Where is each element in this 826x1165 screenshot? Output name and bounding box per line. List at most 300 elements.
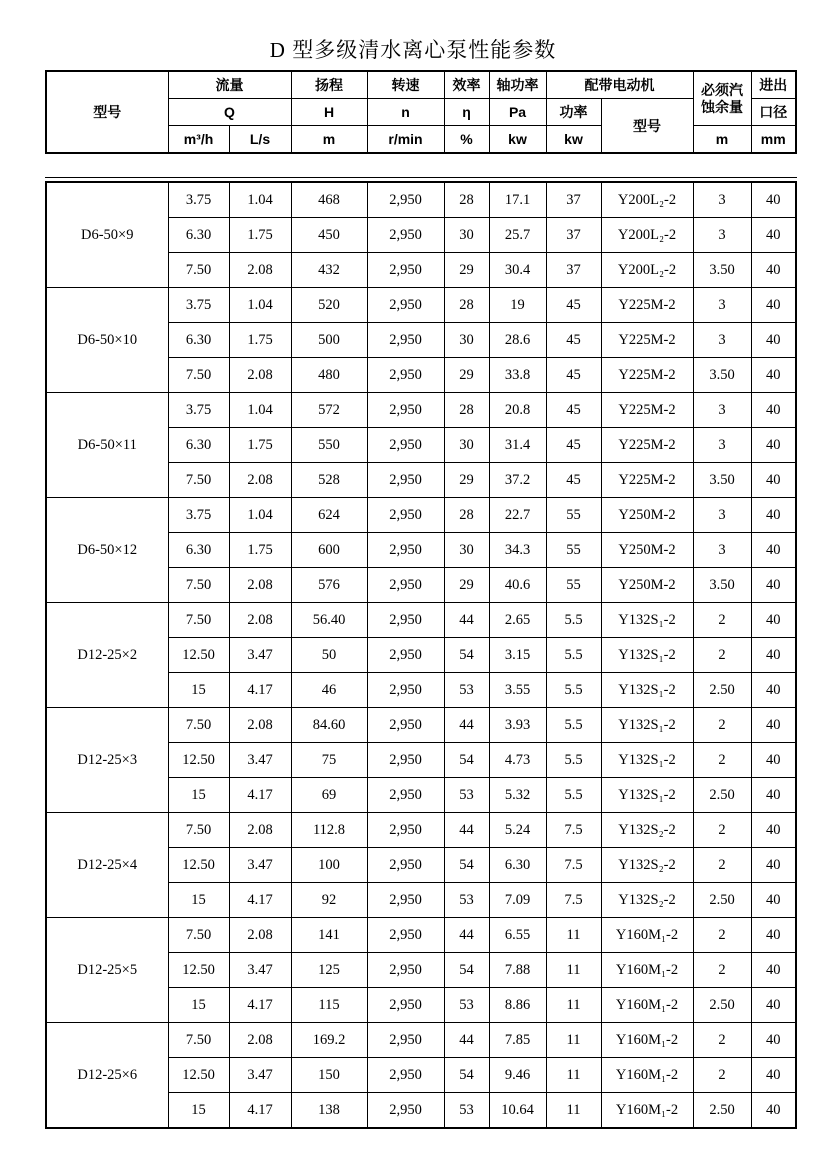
cell-flow-ls: 3.47	[229, 743, 291, 778]
header-npsh-label: 必须汽蚀余量	[701, 81, 743, 115]
table-row	[46, 813, 796, 848]
cell-flow-m3h: 7.50	[168, 708, 229, 743]
cell-motor-model: Y225M-2	[601, 428, 693, 463]
cell-npsh-m: 3	[693, 428, 751, 463]
cell-motor-power-kw: 55	[546, 568, 601, 603]
cell-npsh-m: 2.50	[693, 1093, 751, 1129]
header-head: 扬程	[291, 71, 367, 99]
cell-efficiency-pct: 53	[444, 988, 489, 1023]
cell-speed-rmin: 2,950	[367, 393, 444, 428]
cell-flow-ls: 3.47	[229, 953, 291, 988]
spec-header	[45, 70, 797, 154]
cell-speed-rmin: 2,950	[367, 463, 444, 498]
header-head-unit: m	[291, 126, 367, 154]
cell-npsh-m: 2	[693, 813, 751, 848]
cell-speed-rmin: 2,950	[367, 603, 444, 638]
cell-port-mm: 40	[751, 953, 796, 988]
cell-flow-m3h: 6.30	[168, 323, 229, 358]
cell-speed-rmin: 2,950	[367, 358, 444, 393]
cell-motor-power-kw: 11	[546, 1058, 601, 1093]
cell-motor-power-kw: 5.5	[546, 743, 601, 778]
cell-speed-rmin: 2,950	[367, 218, 444, 253]
cell-npsh-m: 3	[693, 393, 751, 428]
cell-head-m: 624	[291, 498, 367, 533]
pump-model-cell: D12-25×3	[46, 708, 168, 813]
cell-efficiency-pct: 44	[444, 708, 489, 743]
cell-flow-ls: 1.04	[229, 393, 291, 428]
cell-motor-power-kw: 45	[546, 463, 601, 498]
table-row	[46, 498, 796, 533]
cell-port-mm: 40	[751, 848, 796, 883]
cell-motor-model: Y160M₁-2	[601, 1093, 693, 1129]
cell-flow-m3h: 6.30	[168, 533, 229, 568]
header-motor-model: 型号	[601, 99, 693, 154]
cell-flow-m3h: 12.50	[168, 638, 229, 673]
cell-flow-m3h: 12.50	[168, 953, 229, 988]
cell-flow-ls: 1.04	[229, 498, 291, 533]
cell-head-m: 500	[291, 323, 367, 358]
cell-speed-rmin: 2,950	[367, 182, 444, 218]
cell-flow-ls: 4.17	[229, 1093, 291, 1129]
cell-shaft-power-kw: 6.55	[489, 918, 546, 953]
cell-speed-rmin: 2,950	[367, 428, 444, 463]
header-port-line1: 进出	[751, 71, 796, 99]
cell-shaft-power-kw: 9.46	[489, 1058, 546, 1093]
cell-flow-ls: 2.08	[229, 813, 291, 848]
cell-npsh-m: 3.50	[693, 568, 751, 603]
cell-head-m: 115	[291, 988, 367, 1023]
cell-flow-ls: 2.08	[229, 463, 291, 498]
cell-flow-ls: 4.17	[229, 673, 291, 708]
cell-shaft-power-kw: 31.4	[489, 428, 546, 463]
cell-efficiency-pct: 29	[444, 253, 489, 288]
cell-head-m: 138	[291, 1093, 367, 1129]
cell-efficiency-pct: 30	[444, 533, 489, 568]
cell-flow-ls: 2.08	[229, 568, 291, 603]
cell-head-m: 100	[291, 848, 367, 883]
cell-port-mm: 40	[751, 288, 796, 323]
cell-npsh-m: 3	[693, 218, 751, 253]
cell-shaft-power-kw: 7.88	[489, 953, 546, 988]
pump-model-cell: D12-25×4	[46, 813, 168, 918]
cell-flow-m3h: 7.50	[168, 358, 229, 393]
cell-shaft-power-kw: 10.64	[489, 1093, 546, 1129]
cell-motor-power-kw: 5.5	[546, 708, 601, 743]
cell-efficiency-pct: 53	[444, 673, 489, 708]
cell-flow-ls: 2.08	[229, 253, 291, 288]
cell-head-m: 450	[291, 218, 367, 253]
cell-motor-power-kw: 5.5	[546, 673, 601, 708]
header-npsh-unit: m	[693, 126, 751, 154]
cell-flow-m3h: 15	[168, 673, 229, 708]
cell-motor-model: Y250M-2	[601, 533, 693, 568]
header-shaft-power-unit: kw	[489, 126, 546, 154]
cell-motor-power-kw: 45	[546, 358, 601, 393]
cell-npsh-m: 2.50	[693, 988, 751, 1023]
cell-port-mm: 40	[751, 533, 796, 568]
cell-motor-power-kw: 55	[546, 533, 601, 568]
cell-head-m: 92	[291, 883, 367, 918]
cell-motor-model: Y200L₂-2	[601, 218, 693, 253]
cell-motor-power-kw: 11	[546, 953, 601, 988]
cell-flow-ls: 1.75	[229, 533, 291, 568]
cell-flow-ls: 4.17	[229, 883, 291, 918]
cell-speed-rmin: 2,950	[367, 1058, 444, 1093]
cell-port-mm: 40	[751, 708, 796, 743]
cell-efficiency-pct: 54	[444, 1058, 489, 1093]
cell-shaft-power-kw: 3.55	[489, 673, 546, 708]
cell-port-mm: 40	[751, 603, 796, 638]
cell-speed-rmin: 2,950	[367, 708, 444, 743]
cell-speed-rmin: 2,950	[367, 918, 444, 953]
cell-flow-m3h: 15	[168, 988, 229, 1023]
header-flow: 流量	[168, 71, 291, 99]
cell-motor-model: Y132S₁-2	[601, 673, 693, 708]
header-speed-symbol: n	[367, 99, 444, 126]
cell-shaft-power-kw: 34.3	[489, 533, 546, 568]
cell-shaft-power-kw: 6.30	[489, 848, 546, 883]
cell-speed-rmin: 2,950	[367, 953, 444, 988]
cell-motor-power-kw: 37	[546, 182, 601, 218]
page-title: D 型多级清水离心泵性能参数	[269, 38, 557, 62]
cell-efficiency-pct: 29	[444, 463, 489, 498]
cell-flow-ls: 1.04	[229, 182, 291, 218]
cell-motor-model: Y132S₁-2	[601, 603, 693, 638]
cell-npsh-m: 2.50	[693, 673, 751, 708]
cell-motor-power-kw: 11	[546, 1023, 601, 1058]
cell-port-mm: 40	[751, 813, 796, 848]
cell-motor-power-kw: 7.5	[546, 813, 601, 848]
cell-shaft-power-kw: 2.65	[489, 603, 546, 638]
cell-efficiency-pct: 29	[444, 358, 489, 393]
cell-port-mm: 40	[751, 498, 796, 533]
cell-flow-m3h: 7.50	[168, 568, 229, 603]
header-speed-unit: r/min	[367, 126, 444, 154]
cell-shaft-power-kw: 7.85	[489, 1023, 546, 1058]
cell-head-m: 576	[291, 568, 367, 603]
header-row-1	[46, 71, 796, 99]
cell-flow-m3h: 7.50	[168, 603, 229, 638]
cell-speed-rmin: 2,950	[367, 288, 444, 323]
cell-shaft-power-kw: 5.32	[489, 778, 546, 813]
cell-head-m: 600	[291, 533, 367, 568]
cell-efficiency-pct: 44	[444, 813, 489, 848]
cell-npsh-m: 3.50	[693, 463, 751, 498]
table-row	[46, 603, 796, 638]
cell-motor-model: Y160M₁-2	[601, 1058, 693, 1093]
cell-npsh-m: 2	[693, 638, 751, 673]
cell-flow-m3h: 7.50	[168, 1023, 229, 1058]
cell-motor-model: Y132S₂-2	[601, 813, 693, 848]
cell-speed-rmin: 2,950	[367, 988, 444, 1023]
cell-speed-rmin: 2,950	[367, 743, 444, 778]
cell-flow-m3h: 15	[168, 1093, 229, 1129]
header-head-symbol: H	[291, 99, 367, 126]
cell-head-m: 528	[291, 463, 367, 498]
cell-motor-power-kw: 37	[546, 218, 601, 253]
cell-shaft-power-kw: 28.6	[489, 323, 546, 358]
cell-head-m: 572	[291, 393, 367, 428]
cell-motor-model: Y200L₂-2	[601, 182, 693, 218]
cell-motor-power-kw: 7.5	[546, 848, 601, 883]
cell-efficiency-pct: 54	[444, 848, 489, 883]
cell-motor-power-kw: 7.5	[546, 883, 601, 918]
cell-flow-m3h: 3.75	[168, 498, 229, 533]
cell-flow-ls: 2.08	[229, 603, 291, 638]
cell-head-m: 432	[291, 253, 367, 288]
header-npsh	[693, 71, 751, 126]
cell-port-mm: 40	[751, 988, 796, 1023]
cell-port-mm: 40	[751, 393, 796, 428]
cell-motor-power-kw: 45	[546, 428, 601, 463]
cell-shaft-power-kw: 7.09	[489, 883, 546, 918]
cell-motor-power-kw: 5.5	[546, 603, 601, 638]
cell-motor-power-kw: 45	[546, 393, 601, 428]
cell-port-mm: 40	[751, 638, 796, 673]
cell-flow-ls: 2.08	[229, 1023, 291, 1058]
header-motor-power: 功率	[546, 99, 601, 126]
cell-flow-ls: 3.47	[229, 1058, 291, 1093]
cell-motor-model: Y250M-2	[601, 498, 693, 533]
cell-speed-rmin: 2,950	[367, 568, 444, 603]
cell-port-mm: 40	[751, 218, 796, 253]
table-row	[46, 182, 796, 218]
cell-speed-rmin: 2,950	[367, 1093, 444, 1129]
cell-npsh-m: 2	[693, 708, 751, 743]
cell-motor-model: Y132S₁-2	[601, 778, 693, 813]
cell-head-m: 50	[291, 638, 367, 673]
cell-flow-ls: 1.75	[229, 428, 291, 463]
cell-head-m: 84.60	[291, 708, 367, 743]
cell-speed-rmin: 2,950	[367, 533, 444, 568]
cell-npsh-m: 3	[693, 182, 751, 218]
cell-head-m: 125	[291, 953, 367, 988]
cell-flow-m3h: 6.30	[168, 218, 229, 253]
cell-flow-m3h: 7.50	[168, 463, 229, 498]
cell-port-mm: 40	[751, 323, 796, 358]
cell-head-m: 75	[291, 743, 367, 778]
cell-motor-power-kw: 55	[546, 498, 601, 533]
cell-efficiency-pct: 28	[444, 498, 489, 533]
cell-head-m: 520	[291, 288, 367, 323]
spec-data-table	[45, 181, 797, 1129]
cell-motor-power-kw: 45	[546, 323, 601, 358]
cell-flow-ls: 2.08	[229, 708, 291, 743]
cell-flow-ls: 1.75	[229, 218, 291, 253]
pump-model-cell: D6-50×9	[46, 182, 168, 288]
cell-port-mm: 40	[751, 463, 796, 498]
cell-flow-m3h: 15	[168, 778, 229, 813]
header-shaft-power: 轴功率	[489, 71, 546, 99]
cell-flow-m3h: 15	[168, 883, 229, 918]
table-row	[46, 918, 796, 953]
cell-npsh-m: 2.50	[693, 883, 751, 918]
header-motor: 配带电动机	[546, 71, 693, 99]
cell-efficiency-pct: 53	[444, 883, 489, 918]
cell-port-mm: 40	[751, 358, 796, 393]
cell-shaft-power-kw: 5.24	[489, 813, 546, 848]
cell-speed-rmin: 2,950	[367, 778, 444, 813]
cell-flow-ls: 4.17	[229, 778, 291, 813]
cell-shaft-power-kw: 17.1	[489, 182, 546, 218]
cell-motor-power-kw: 45	[546, 288, 601, 323]
cell-efficiency-pct: 28	[444, 288, 489, 323]
cell-flow-m3h: 12.50	[168, 1058, 229, 1093]
cell-efficiency-pct: 30	[444, 323, 489, 358]
cell-motor-model: Y225M-2	[601, 358, 693, 393]
cell-npsh-m: 3.50	[693, 253, 751, 288]
table-row	[46, 393, 796, 428]
data-table-body	[46, 182, 796, 1128]
cell-motor-model: Y132S₁-2	[601, 743, 693, 778]
cell-flow-ls: 2.08	[229, 358, 291, 393]
cell-flow-ls: 3.47	[229, 848, 291, 883]
pump-model-cell: D12-25×2	[46, 603, 168, 708]
cell-port-mm: 40	[751, 918, 796, 953]
cell-npsh-m: 3	[693, 498, 751, 533]
cell-motor-model: Y132S₂-2	[601, 848, 693, 883]
cell-head-m: 550	[291, 428, 367, 463]
cell-flow-m3h: 3.75	[168, 182, 229, 218]
cell-motor-power-kw: 11	[546, 1093, 601, 1129]
header-port-unit: mm	[751, 126, 796, 154]
cell-flow-m3h: 7.50	[168, 253, 229, 288]
cell-port-mm: 40	[751, 428, 796, 463]
cell-shaft-power-kw: 8.86	[489, 988, 546, 1023]
cell-port-mm: 40	[751, 182, 796, 218]
cell-speed-rmin: 2,950	[367, 673, 444, 708]
cell-speed-rmin: 2,950	[367, 638, 444, 673]
cell-speed-rmin: 2,950	[367, 323, 444, 358]
cell-motor-model: Y160M₁-2	[601, 988, 693, 1023]
cell-speed-rmin: 2,950	[367, 1023, 444, 1058]
pump-model-cell: D12-25×5	[46, 918, 168, 1023]
cell-flow-ls: 4.17	[229, 988, 291, 1023]
cell-motor-power-kw: 5.5	[546, 778, 601, 813]
cell-shaft-power-kw: 3.93	[489, 708, 546, 743]
header-pump-model: 型号	[46, 71, 168, 153]
cell-motor-model: Y132S₁-2	[601, 708, 693, 743]
cell-shaft-power-kw: 3.15	[489, 638, 546, 673]
header-efficiency-unit: %	[444, 126, 489, 154]
cell-npsh-m: 2	[693, 743, 751, 778]
cell-efficiency-pct: 44	[444, 603, 489, 638]
cell-speed-rmin: 2,950	[367, 253, 444, 288]
cell-motor-model: Y132S₂-2	[601, 883, 693, 918]
header-speed: 转速	[367, 71, 444, 99]
cell-motor-model: Y200L₂-2	[601, 253, 693, 288]
cell-port-mm: 40	[751, 1093, 796, 1129]
cell-flow-ls: 1.75	[229, 323, 291, 358]
cell-flow-m3h: 12.50	[168, 743, 229, 778]
cell-npsh-m: 2	[693, 848, 751, 883]
cell-flow-m3h: 7.50	[168, 813, 229, 848]
cell-shaft-power-kw: 4.73	[489, 743, 546, 778]
spec-data	[45, 177, 797, 1129]
cell-efficiency-pct: 54	[444, 953, 489, 988]
cell-shaft-power-kw: 22.7	[489, 498, 546, 533]
cell-motor-power-kw: 11	[546, 918, 601, 953]
cell-npsh-m: 2	[693, 603, 751, 638]
pump-model-cell: D6-50×10	[46, 288, 168, 393]
cell-port-mm: 40	[751, 883, 796, 918]
cell-head-m: 46	[291, 673, 367, 708]
cell-motor-model: Y225M-2	[601, 463, 693, 498]
header-efficiency: 效率	[444, 71, 489, 99]
cell-motor-model: Y225M-2	[601, 393, 693, 428]
cell-npsh-m: 2	[693, 918, 751, 953]
header-flow-symbol: Q	[168, 99, 291, 126]
cell-port-mm: 40	[751, 778, 796, 813]
cell-shaft-power-kw: 19	[489, 288, 546, 323]
cell-motor-model: Y160M₁-2	[601, 953, 693, 988]
cell-flow-ls: 3.47	[229, 638, 291, 673]
cell-efficiency-pct: 30	[444, 428, 489, 463]
cell-head-m: 141	[291, 918, 367, 953]
cell-speed-rmin: 2,950	[367, 883, 444, 918]
pump-model-cell: D12-25×6	[46, 1023, 168, 1129]
cell-flow-m3h: 12.50	[168, 848, 229, 883]
cell-npsh-m: 2	[693, 953, 751, 988]
cell-motor-model: Y160M₁-2	[601, 918, 693, 953]
cell-motor-model: Y132S₁-2	[601, 638, 693, 673]
cell-motor-model: Y160M₁-2	[601, 1023, 693, 1058]
cell-npsh-m: 2.50	[693, 778, 751, 813]
cell-head-m: 480	[291, 358, 367, 393]
cell-shaft-power-kw: 37.2	[489, 463, 546, 498]
cell-efficiency-pct: 29	[444, 568, 489, 603]
pump-model-cell: D6-50×12	[46, 498, 168, 603]
cell-speed-rmin: 2,950	[367, 848, 444, 883]
cell-shaft-power-kw: 30.4	[489, 253, 546, 288]
header-motor-power-unit: kw	[546, 126, 601, 154]
cell-head-m: 150	[291, 1058, 367, 1093]
cell-speed-rmin: 2,950	[367, 813, 444, 848]
cell-efficiency-pct: 30	[444, 218, 489, 253]
cell-port-mm: 40	[751, 1058, 796, 1093]
cell-npsh-m: 3	[693, 323, 751, 358]
header-shaft-power-symbol: Pa	[489, 99, 546, 126]
cell-port-mm: 40	[751, 253, 796, 288]
cell-flow-m3h: 7.50	[168, 918, 229, 953]
cell-shaft-power-kw: 25.7	[489, 218, 546, 253]
cell-shaft-power-kw: 20.8	[489, 393, 546, 428]
cell-port-mm: 40	[751, 568, 796, 603]
header-flow-unit-ls: L/s	[229, 126, 291, 154]
cell-flow-m3h: 6.30	[168, 428, 229, 463]
cell-efficiency-pct: 53	[444, 778, 489, 813]
cell-motor-model: Y225M-2	[601, 288, 693, 323]
header-port-line2: 口径	[751, 99, 796, 126]
cell-head-m: 56.40	[291, 603, 367, 638]
cell-head-m: 468	[291, 182, 367, 218]
cell-efficiency-pct: 53	[444, 1093, 489, 1129]
cell-efficiency-pct: 44	[444, 1023, 489, 1058]
cell-flow-ls: 1.04	[229, 288, 291, 323]
cell-npsh-m: 3	[693, 288, 751, 323]
cell-npsh-m: 2	[693, 1023, 751, 1058]
cell-port-mm: 40	[751, 743, 796, 778]
cell-flow-m3h: 3.75	[168, 288, 229, 323]
cell-npsh-m: 3.50	[693, 358, 751, 393]
table-row	[46, 1023, 796, 1058]
cell-motor-power-kw: 11	[546, 988, 601, 1023]
cell-head-m: 169.2	[291, 1023, 367, 1058]
cell-shaft-power-kw: 40.6	[489, 568, 546, 603]
cell-npsh-m: 2	[693, 1058, 751, 1093]
cell-shaft-power-kw: 33.8	[489, 358, 546, 393]
cell-port-mm: 40	[751, 673, 796, 708]
